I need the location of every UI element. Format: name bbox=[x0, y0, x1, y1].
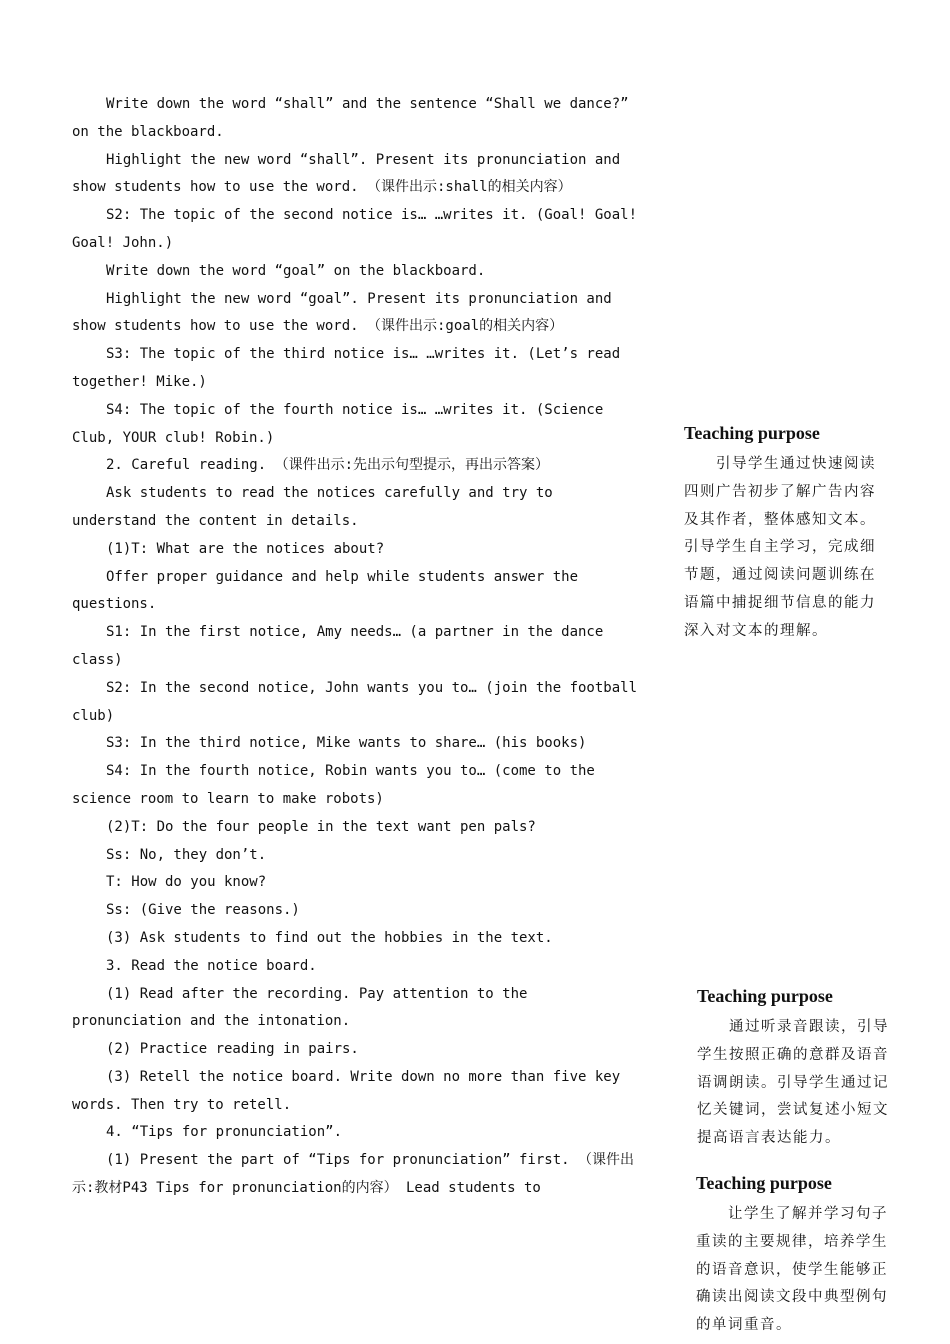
paragraph: Offer proper guidance and help while students answer the questions. bbox=[72, 568, 579, 613]
paragraph: (3) Ask students to find out the hobbies in the text. bbox=[106, 929, 553, 946]
paragraph: Ss: (Give the reasons.) bbox=[106, 902, 300, 919]
note-heading: Teaching purpose bbox=[697, 986, 833, 1006]
lesson-procedure-text bbox=[72, 91, 642, 1203]
teaching-purpose-note bbox=[696, 1171, 902, 1340]
paragraph: S1: In the first notice, Amy needs… (a partner in the dance class) bbox=[72, 624, 604, 668]
paragraph: S2: The topic of the second notice is… …writes it. (Goal! Goal! Goal! John.) bbox=[72, 207, 638, 251]
paragraph: Ss: No, they don’t. bbox=[106, 846, 267, 863]
paragraph: T: How do you know? bbox=[106, 874, 267, 891]
paragraph: (1) Read after the recording. Pay attention to the pronunciation and the intonation. bbox=[72, 985, 528, 1030]
paragraph: Highlight the new word “shall”. Present its pronunciation and show students how to use the word. （课件出示:shall的相关内容） bbox=[72, 151, 621, 196]
note-heading: Teaching purpose bbox=[684, 423, 820, 443]
paragraph: Write down the word “goal” on the blackboard. bbox=[106, 262, 486, 279]
paragraph: S2: In the second notice, John wants you to… (join the football club) bbox=[72, 679, 638, 724]
note-text: 让学生了解并学习句子重读的主要规律，培养学生的语音意识，使学生能够正确读出阅读文段中典型例句的单词重音。 bbox=[696, 1206, 888, 1334]
paragraph: (2) Practice reading in pairs. bbox=[106, 1041, 359, 1058]
teaching-purpose-note bbox=[697, 984, 903, 1153]
paragraph: (1) Present the part of “Tips for pronunciation” first. （课件出示:教材P43 Tips for pronunciation的内容） Lead students to bbox=[72, 1152, 635, 1197]
paragraph: 2. Careful reading. （课件出示:先出示句型提示，再出示答案） bbox=[106, 457, 550, 474]
teaching-purpose-note bbox=[684, 421, 890, 646]
paragraph: Highlight the new word “goal”. Present its pronunciation and show students how to use the word. （课件出示:goal的相关内容） bbox=[72, 290, 612, 335]
paragraph: Ask students to read the notices carefully and try to understand the content in details. bbox=[72, 485, 553, 529]
note-text: 引导学生通过快速阅读四则广告初步了解广告内容及其作者，整体感知文本。引导学生自主学习，完成细节题，通过阅读问题训练在语篇中捕捉细节信息的能力深入对文本的理解。 bbox=[684, 456, 876, 639]
paragraph: 4. “Tips for pronunciation”. bbox=[106, 1124, 343, 1141]
paragraph: S4: The topic of the fourth notice is… …writes it. (Science Club, YOUR club! Robin.) bbox=[72, 401, 604, 446]
paragraph: S4: In the fourth notice, Robin wants you to… (come to the science room to learn to make robots) bbox=[72, 763, 595, 807]
paragraph: S3: In the third notice, Mike wants to share… (his books) bbox=[106, 735, 587, 752]
paragraph: S3: The topic of the third notice is… …writes it. (Let’s read together! Mike.) bbox=[72, 346, 621, 390]
paragraph: (1)T: What are the notices about? bbox=[106, 540, 385, 557]
paragraph: (2)T: Do the four people in the text want pen pals? bbox=[106, 818, 536, 835]
paragraph: (3) Retell the notice board. Write down no more than five key words. Then try to retell. bbox=[72, 1068, 621, 1113]
note-heading: Teaching purpose bbox=[696, 1173, 832, 1193]
note-text: 通过听录音跟读，引导学生按照正确的意群及语音语调朗读。引导学生通过记忆关键词，尝试复述小短文提高语言表达能力。 bbox=[697, 1019, 889, 1147]
paragraph: 3. Read the notice board. bbox=[106, 957, 317, 974]
paragraph: Write down the word “shall” and the sentence “Shall we dance?” on the blackboard. bbox=[72, 96, 629, 140]
